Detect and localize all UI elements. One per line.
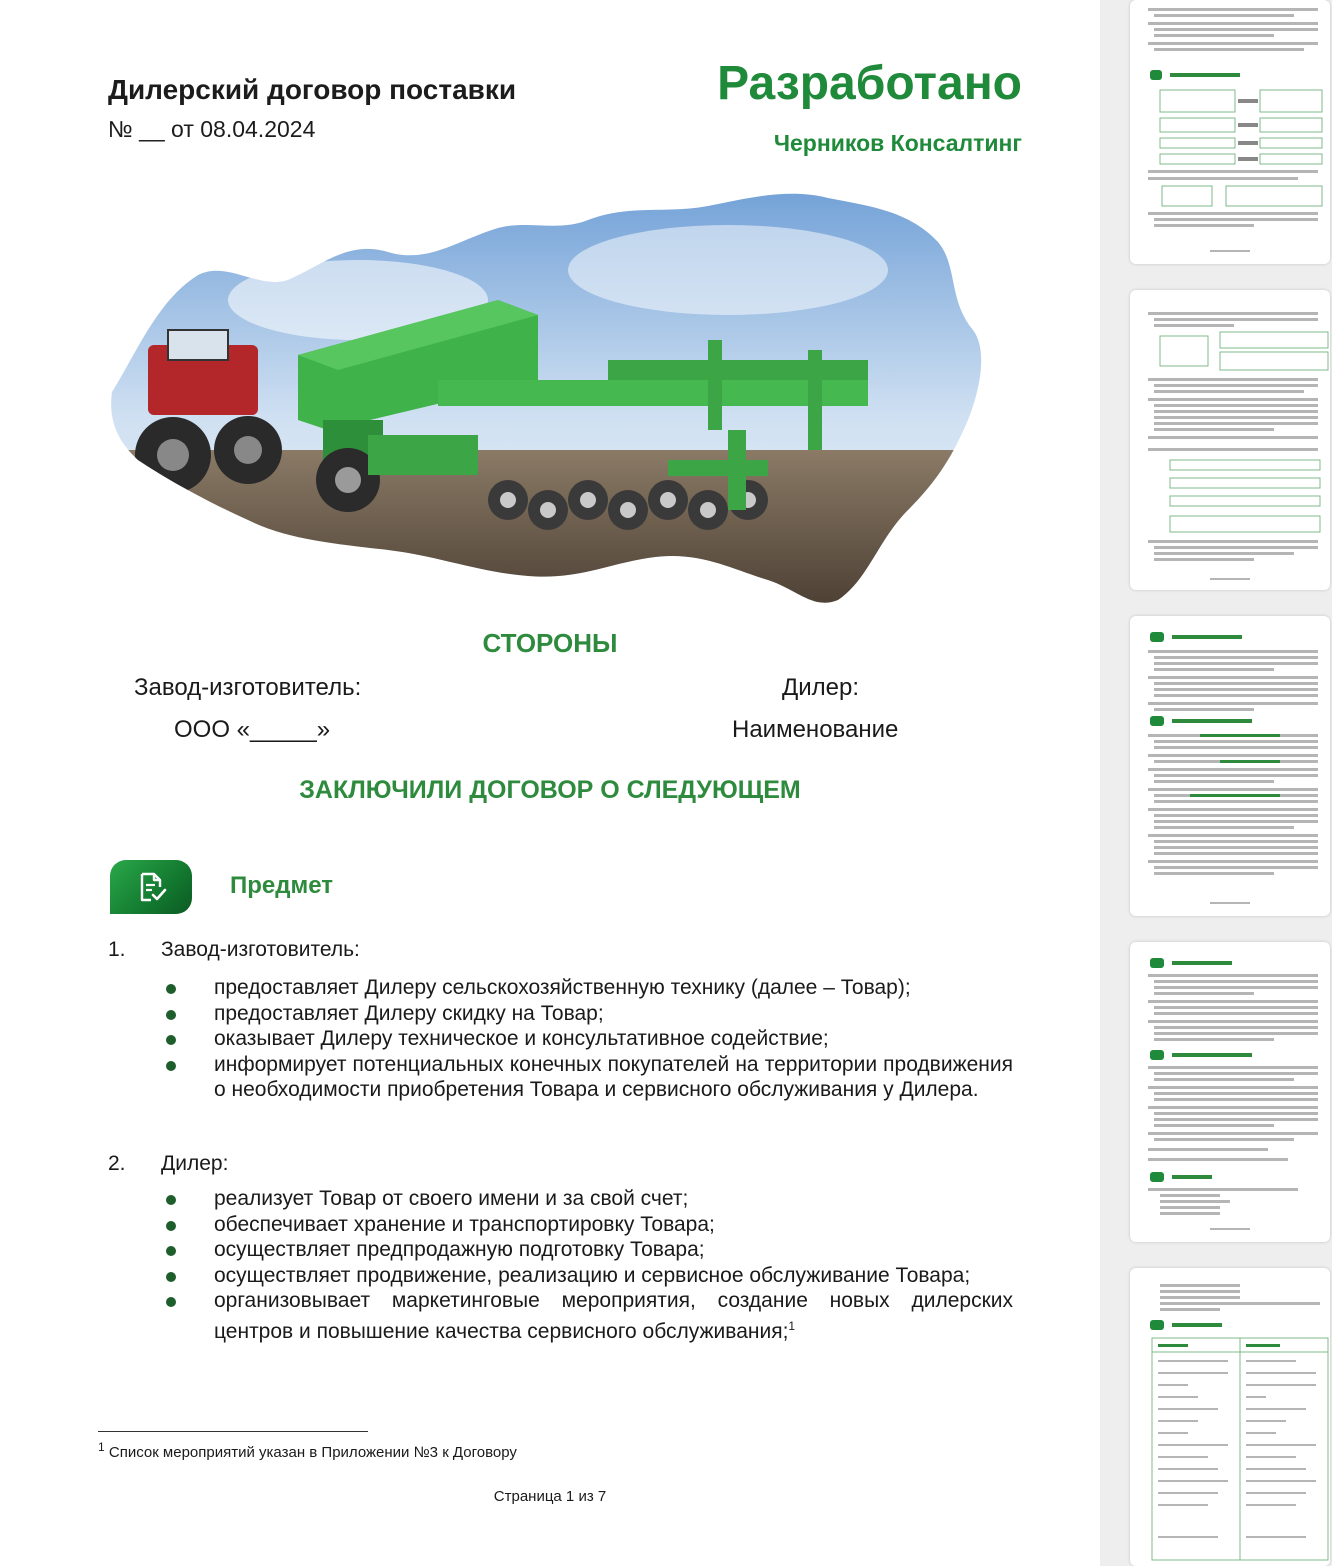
developer-name: Черников Консалтинг: [773, 130, 1022, 156]
dealer-duties-list: [160, 1186, 1013, 1345]
document-check-icon: [110, 860, 192, 914]
list-item: предоставляет Дилеру сельскохозяйственную технику (далее – Товар);: [160, 975, 1013, 1001]
item-number: 2.: [108, 1152, 126, 1175]
hero-image-map-machinery: [108, 180, 988, 610]
list-item: предоставляет Дилеру скидку на Товар;: [160, 1001, 1013, 1027]
dealer-name: Наименование: [732, 716, 899, 743]
footnote-ref[interactable]: 1: [788, 1318, 796, 1333]
dealer-label: Дилер:: [782, 674, 860, 701]
footnote: [98, 1440, 517, 1461]
page-thumbnail-5[interactable]: [1130, 942, 1330, 1242]
factory-name: ООО «_____»: [174, 716, 331, 743]
footnote-text: Список мероприятий указан в Приложении №3 к Договору: [108, 1444, 517, 1461]
page-thumbnail-2[interactable]: [1130, 0, 1330, 264]
item-heading: Завод-изготовитель:: [161, 938, 360, 961]
document-number: № __ от 08.04.2024: [108, 116, 316, 142]
item-number: 1.: [108, 938, 126, 961]
list-item: обеспечивает хранение и транспортировку Товара;: [160, 1212, 1013, 1238]
list-item: осуществляет предпродажную подготовку Товара;: [160, 1237, 1013, 1263]
parties-title: СТОРОНЫ: [482, 628, 618, 658]
factory-duties-list: [160, 975, 1013, 1103]
footnote-divider: [98, 1431, 368, 1432]
list-item-text: организовывает маркетинговые мероприятия, создание новых дилерских центров и повышение качества сервисного обслуживания;: [214, 1289, 1013, 1343]
page-thumbnail-3[interactable]: [1130, 290, 1330, 590]
list-item: информирует потенциальных конечных покупателей на территории продвижения о необходимости приобретения Товара и сервисного обслуживания у Дилера.: [160, 1052, 1013, 1103]
developed-label: Разработано: [717, 57, 1022, 110]
subject-heading: Предмет: [230, 872, 334, 899]
list-item: реализует Товар от своего имени и за свой счет;: [160, 1186, 1013, 1212]
page-number: Страница 1 из 7: [493, 1488, 607, 1505]
page-thumbnail-6[interactable]: [1130, 1268, 1330, 1566]
page-thumbnail-4[interactable]: [1130, 616, 1330, 916]
concluded-heading: ЗАКЛЮЧИЛИ ДОГОВОР О СЛЕДУЮЩЕМ: [299, 776, 801, 804]
document-title: Дилерский договор поставки: [108, 74, 517, 105]
list-item: [160, 1288, 1013, 1344]
item-heading: Дилер:: [161, 1152, 229, 1175]
factory-label: Завод-изготовитель:: [134, 674, 362, 701]
list-item: оказывает Дилеру техническое и консультативное содействие;: [160, 1026, 1013, 1052]
list-item: осуществляет продвижение, реализацию и сервисное обслуживание Товара;: [160, 1263, 1013, 1289]
footnote-marker: 1: [98, 1440, 105, 1454]
